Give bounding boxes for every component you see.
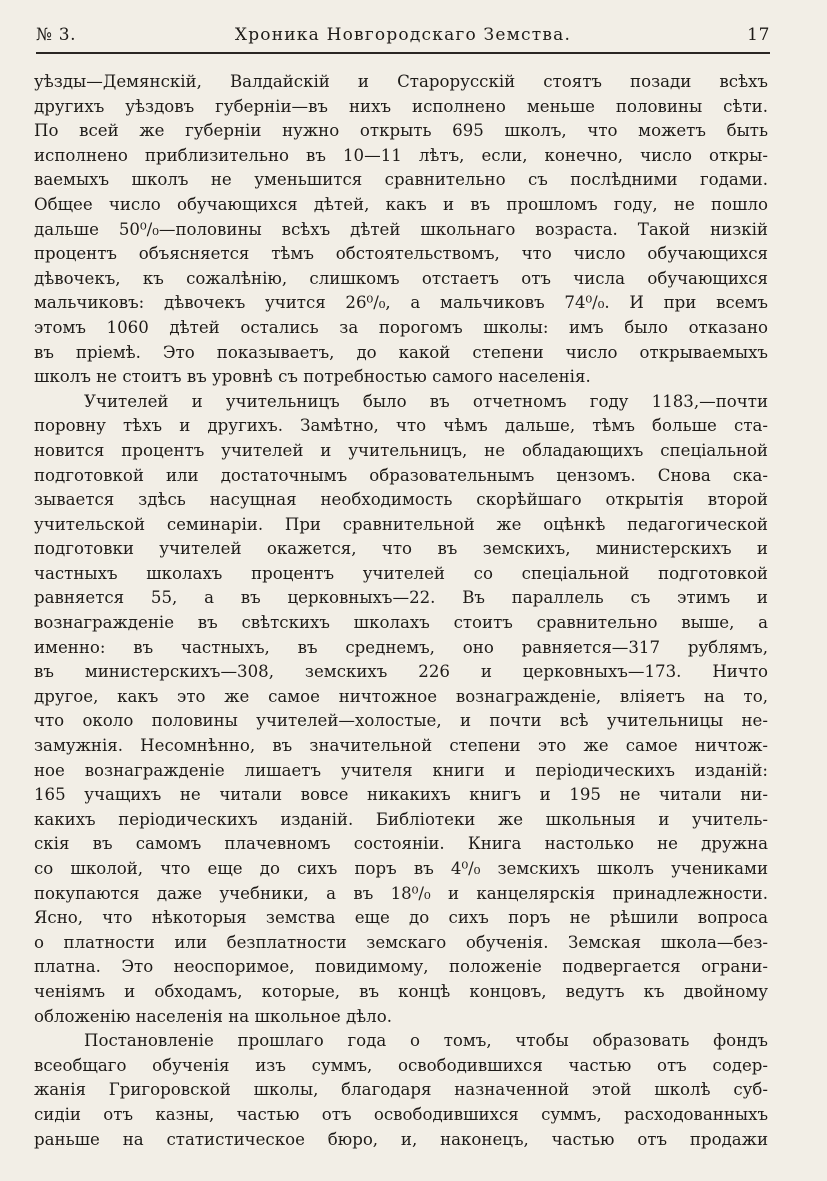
text-line: процентъ объясняется тѣмъ обстоятельствомъ, что число обучающихся [34, 244, 768, 264]
text-line: жанія Григоровской школы, благодаря назначенной этой школѣ суб- [34, 1080, 768, 1100]
text-line: этомъ 1060 дѣтей остались за порогомъ школы: имъ было отказано [34, 317, 768, 337]
text-line: скія въ самомъ плачевномъ состояніи. Книга настолько не дружна [34, 834, 768, 854]
text-line: равняется 55, а въ церковныхъ—22. Въ параллель съ этимъ и [34, 588, 768, 608]
text-line: учительской семинаріи. При сравнительной же оцѣнкѣ педагогической [34, 514, 768, 534]
page-number: 17 [747, 25, 770, 45]
text-line: ное вознагражденіе лишаетъ учителя книги и періодическихъ изданій: [34, 760, 768, 780]
text-line: новится процентъ учителей и учительницъ, не обладающихъ спеціальной [34, 440, 768, 460]
page-header [36, 24, 770, 54]
running-title: Хроника Новгородскаго Земства. [234, 25, 572, 45]
text-line: исполнено приблизительно въ 10—11 лѣтъ, если, конечно, число откры- [34, 145, 768, 165]
text-line: что около половины учителей—холостые, и почти всѣ учительницы не- [34, 711, 768, 731]
text-line: частныхъ школахъ процентъ учителей со спеціальной подготовкой [34, 563, 768, 583]
text-line: въ пріемѣ. Это показываетъ, до какой степени число открываемыхъ [34, 342, 768, 362]
text-line: дальше 50⁰/₀—половины всѣхъ дѣтей школьнаго возраста. Такой низкій [34, 219, 768, 239]
text-line: Ясно, что нѣкоторыя земства еще до сихъ поръ не рѣшили вопроса [34, 908, 768, 928]
text-line: подготовки учителей окажется, что въ земскихъ, министерскихъ и [34, 539, 768, 559]
text-line: 165 учащихъ не читали вовсе никакихъ книгъ и 195 не читали ни- [34, 785, 768, 805]
text-line: вознагражденіе въ свѣтскихъ школахъ стоитъ сравнительно выше, а [34, 613, 768, 633]
text-line: Общее число обучающихся дѣтей, какъ и въ прошломъ году, не пошло [34, 194, 768, 214]
text-line: зывается здѣсь насущная необходимость скорѣйшаго открытія второй [34, 490, 768, 510]
text-line: ченіямъ и обходамъ, которые, въ концѣ концовъ, ведутъ къ двойному [34, 981, 768, 1001]
text-line: Учителей и учительницъ было въ отчетномъ году 1183,—почти [84, 391, 768, 411]
text-line: о платности или безплатности земскаго обученія. Земская школа—без- [34, 932, 768, 952]
text-line: со школой, что еще до сихъ поръ въ 4⁰/₀ земскихъ школъ учениками [34, 859, 768, 878]
text-line: другихъ уѣздовъ губерніи—въ нихъ исполнено меньше половины сѣти. [34, 96, 768, 116]
text-line: всеобщаго обученія изъ суммъ, освободившихся частью отъ содер- [34, 1055, 768, 1075]
text-line: обложенію населенія на школьное дѣло. [34, 1006, 392, 1026]
text-line: покупаются даже учебники, а въ 18⁰/₀ и канцелярскія принадлежности. [34, 883, 768, 903]
text-line: раньше на статистическое бюро, и, наконецъ, частью отъ продажи [34, 1129, 768, 1149]
text-line: уѣзды—Демянскій, Валдайскій и Старорусскій стоятъ позади всѣхъ [34, 72, 768, 91]
text-line: ваемыхъ школъ не уменьшится сравнительно съ послѣдними годами. [34, 170, 768, 190]
body-text [34, 70, 768, 1152]
text-line: другое, какъ это же самое ничтожное вознагражденіе, вліяетъ на то, [34, 686, 768, 706]
text-line: именно: въ частныхъ, въ среднемъ, оно равняется—317 рублямъ, [34, 637, 768, 657]
text-line: въ министерскихъ—308, земскихъ 226 и церковныхъ—173. Ничто [34, 662, 768, 682]
text-line: поровну тѣхъ и другихъ. Замѣтно, что чѣмъ дальше, тѣмъ больше ста- [34, 416, 768, 436]
text-line: сидіи отъ казны, частью отъ освободившихся суммъ, расходованныхъ [34, 1104, 768, 1124]
text-line: какихъ періодическихъ изданій. Библіотеки же школьныя и учитель- [34, 809, 768, 829]
text-line: замужнія. Несомнѣнно, въ значительной степени это же самое ничтож- [34, 736, 768, 756]
text-line: школъ не стоитъ въ уровнѣ съ потребностью самого населенія. [34, 367, 591, 387]
text-line: По всей же губерніи нужно открыть 695 школъ, что можетъ быть [34, 121, 768, 141]
text-line: платна. Это неоспоримое, повидимому, положеніе подвергается ограни- [34, 957, 768, 977]
text-line: Постановленіе прошлаго года о томъ, чтобы образовать фондъ [84, 1031, 768, 1051]
text-line: дѣвочекъ, къ сожалѣнію, слишкомъ отстаетъ отъ числа обучающихся [34, 268, 768, 288]
issue-number: № 3. [36, 25, 77, 45]
text-line: мальчиковъ: дѣвочекъ учится 26⁰/₀, а мальчиковъ 74⁰/₀. И при всемъ [34, 293, 768, 313]
text-line: подготовкой или достаточнымъ образовательнымъ цензомъ. Снова ска- [34, 465, 768, 485]
